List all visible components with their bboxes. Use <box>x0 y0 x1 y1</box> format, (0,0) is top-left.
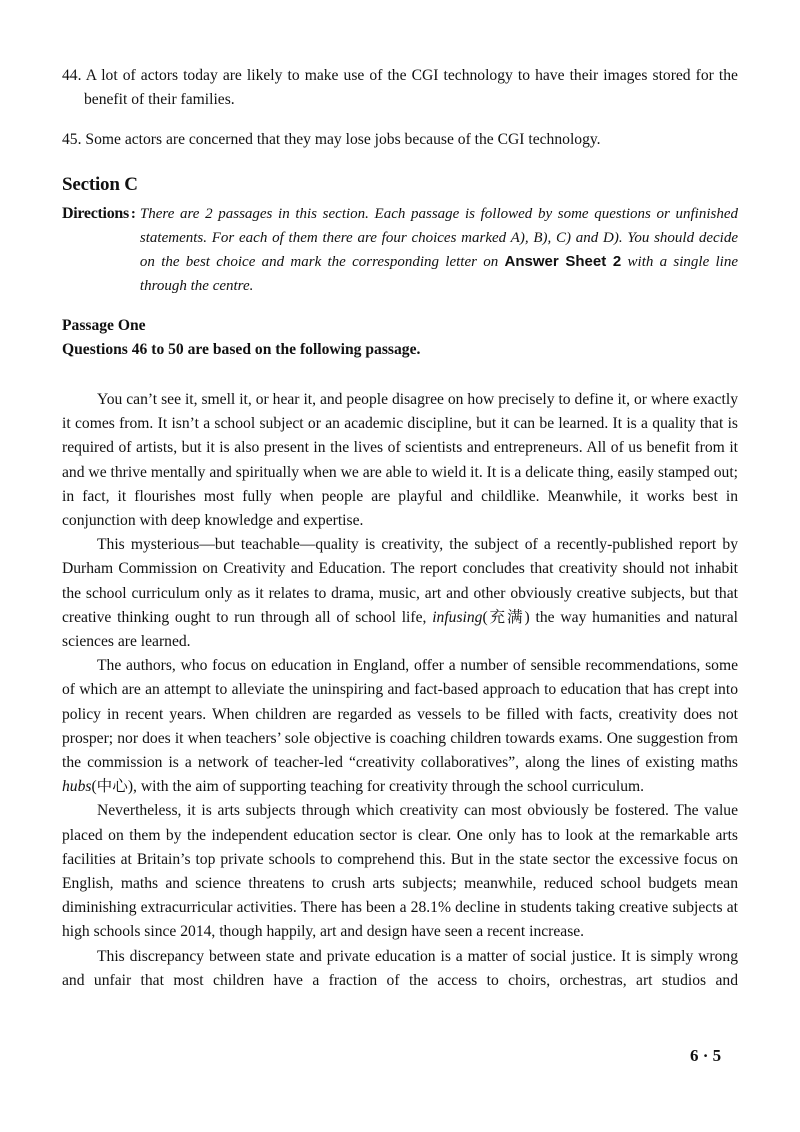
paragraph-text: the way humanities and natural sciences are learned. <box>62 608 739 651</box>
paragraph-1: You can’t see it, smell it, or hear it, and people disagree on how precisely to define it, or where exactly it comes from. It isn’t a school subject or an academic discipline, but it can be learned. It is a quality that is required of artists, but it is also present in the lives of scientists and entrepreneurs. All of us benefit from it and we thrive mentally and spiritually when we are able to wield it. It is a delicate thing, easily stamped out; in fact, it flourishes most fully when people are playful and childlike. Meanwhile, it works best in conjunction with deep knowledge and expertise. <box>62 391 738 530</box>
paragraph-text: The authors, who focus on education in England, offer a number of sensible recommendations, some of which are an attempt to alleviate the uninspiring and fact-based approach to education that has crept into policy in recent years. When children are regarded as vessels to be filled with facts, creativity does not prosper; nor does it when teachers’ sole objective is coaching children towards exams. One suggestion from the commission is a network of teacher-led “creativity collaboratives”, along the lines of existing maths <box>62 657 738 772</box>
question-number: 45. <box>62 131 82 148</box>
paragraph-text: , with the aim of supporting teaching for creativity through the school curriculum. <box>133 778 645 796</box>
directions-text-part: There are 2 passages in this section. Each passage is followed by some questions or unfinished statements. For each of them there are four choices marked A), B), C) and D). You should decide on the best choice and mark the corresponding letter on <box>139 206 738 270</box>
directions <box>62 202 738 298</box>
section-title: Section C <box>62 174 138 195</box>
passage-body <box>62 388 738 993</box>
italic-term: infusing <box>432 608 483 626</box>
directions-colon: : <box>130 206 136 222</box>
directions-label: Directions <box>62 205 129 222</box>
chinese-gloss: (中心) <box>91 778 134 796</box>
question-text: Some actors are concerned that they may lose jobs because of the CGI technology. <box>85 131 601 148</box>
passage-title: Passage One <box>62 317 146 334</box>
document-page <box>62 64 738 993</box>
answer-sheet-label: Answer Sheet 2 <box>504 253 622 270</box>
directions-text-part: with a single line through the centre. <box>139 254 738 294</box>
italic-term: hubs <box>62 778 92 796</box>
paragraph-4: Nevertheless, it is arts subjects through which creativity can most obviously be fostered. The value placed on them by the independent education sector is clear. One only has to look at the remarkable arts facilities at Britain’s top private schools to comprehend this. But in the state sector the excessive focus on English, maths and science threatens to crush arts subjects; meanwhile, reduced school budgets mean diminishing extracurricular activities. There has been a 28.1% decline in students taking creative subjects at high schools since 2014, though happily, art and design have seen a recent increase. <box>62 802 738 941</box>
question-text: A lot of actors today are likely to make use of the CGI technology to have their images stored for the benefit of their families. <box>84 67 738 108</box>
question-45 <box>62 128 738 152</box>
question-44 <box>62 64 738 112</box>
paragraph-5: This discrepancy between state and private education is a matter of social justice. It is simply wrong and unfair that most children have a fraction of the access to choirs, orchestras, art studios and <box>62 947 738 989</box>
paragraph-2 <box>62 533 738 654</box>
directions-text <box>140 202 738 298</box>
question-number: 44. <box>62 67 82 84</box>
passage-subtitle: Questions 46 to 50 are based on the following passage. <box>62 341 421 358</box>
page-number: 6 · 5 <box>690 1046 722 1065</box>
paragraph-3 <box>62 654 738 799</box>
paragraph-text: This mysterious—but teachable—quality is creativity, the subject of a recently-published report by Durham Commission on Creativity and Education. The report concludes that creativity should not inhabit the school curriculum only as it relates to drama, music, art and other obviously creative subjects, but that creative thinking ought to run through all of school life, <box>62 536 738 626</box>
chinese-gloss: (充满) <box>482 608 530 626</box>
